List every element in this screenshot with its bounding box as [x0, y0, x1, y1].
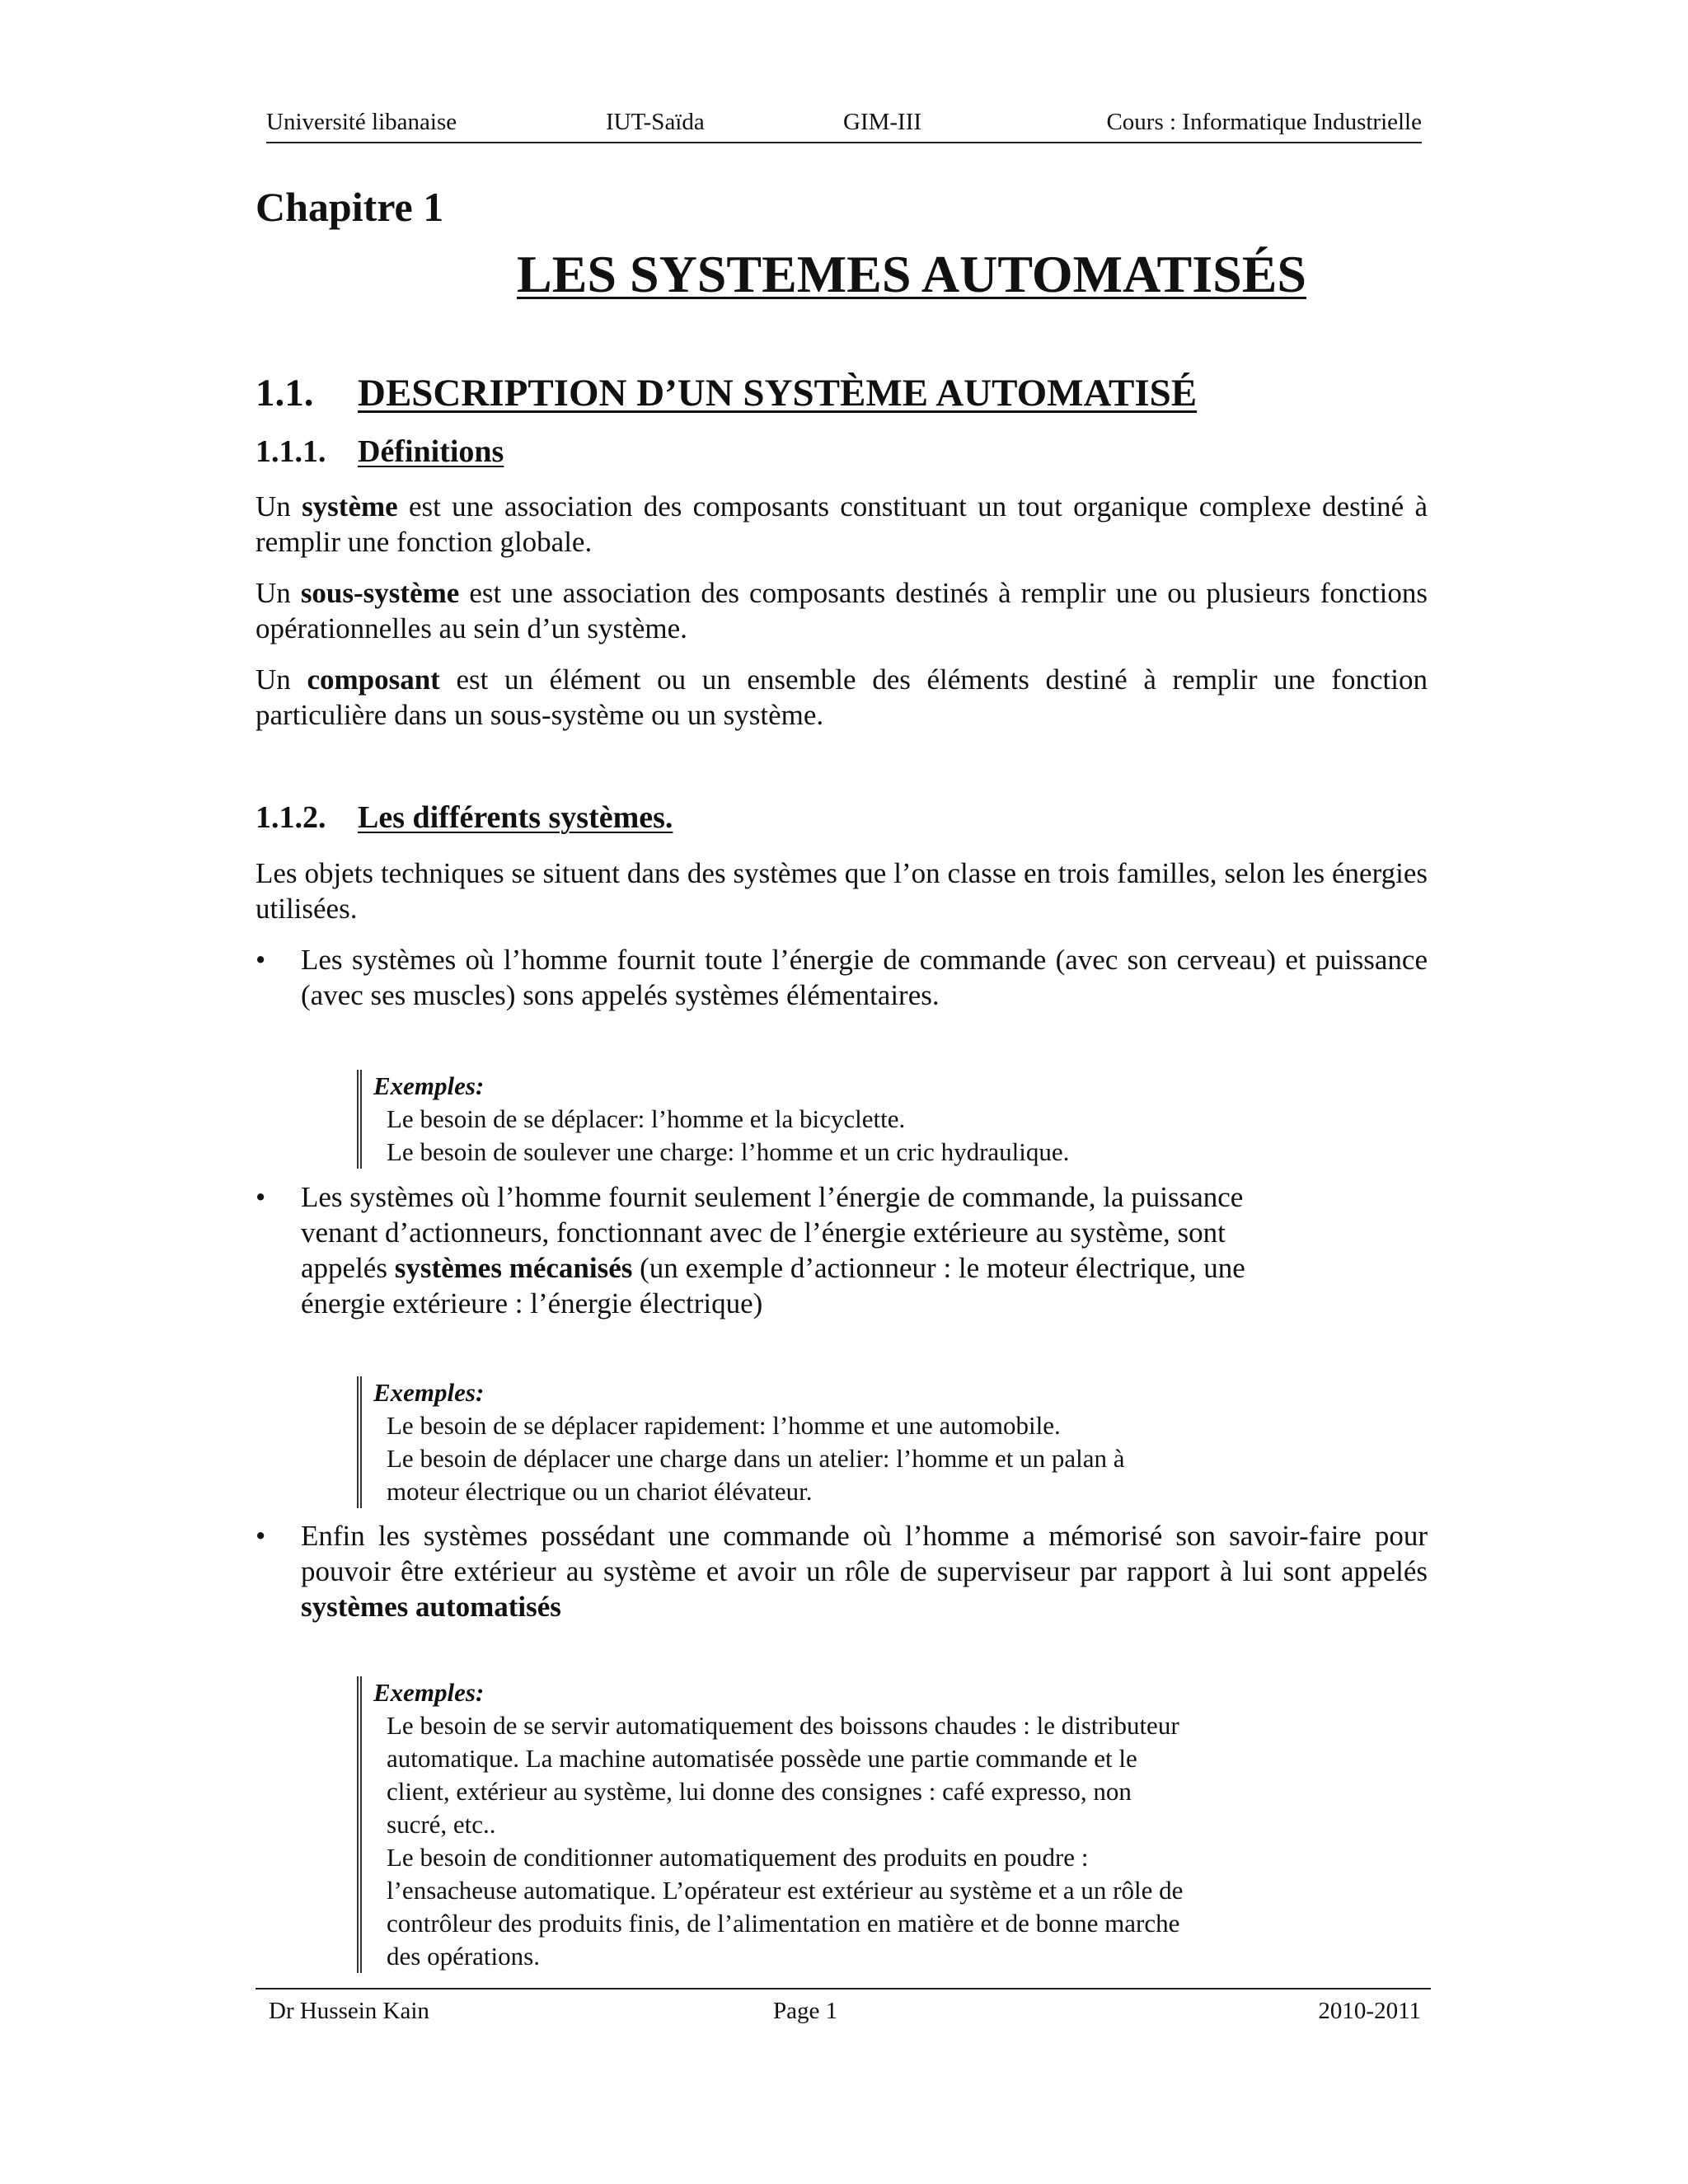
definition-text: Un — [256, 490, 302, 523]
footer-year: 2010-2011 — [1318, 1998, 1421, 2024]
definition-text: Un — [256, 663, 307, 696]
list-item-text-part: Les systèmes où l’homme fournit seulement l’énergie de commande, la puissance venant d’actionneurs, fonctionnant avec de l’énergie extérieure au système, sont appelés — [301, 1181, 1244, 1284]
example-box — [357, 1676, 1183, 1973]
chapter-label: Chapitre 1 — [256, 184, 444, 230]
list-item-text — [301, 942, 1428, 1013]
example-line: l’ensacheuse automatique. L’opérateur est extérieur au système et a un rôle de — [387, 1876, 1184, 1905]
example-box — [357, 1376, 1124, 1508]
definition-term: sous-système — [300, 577, 460, 609]
bullet-icon: • — [256, 1520, 266, 1552]
example-line: Le besoin de déplacer une charge dans un atelier: l’homme et un palan à — [387, 1444, 1125, 1473]
definition-paragraph — [256, 575, 1428, 646]
subsection-heading-1-1-1 — [256, 434, 504, 470]
subsection-heading-1-1-2 — [256, 799, 673, 836]
subsection-title: Les différents systèmes. — [358, 800, 673, 835]
list-item — [256, 1179, 1311, 1321]
header-program: GIM-III — [843, 109, 922, 135]
header-institute: IUT-Saïda — [606, 109, 705, 135]
list-item-text — [301, 1179, 1311, 1321]
list-item-bold: systèmes automatisés — [301, 1591, 561, 1623]
example-line: moteur électrique ou un chariot élévateur. — [387, 1477, 813, 1506]
example-box — [357, 1070, 1069, 1169]
example-title: Exemples: — [373, 1071, 485, 1100]
definition-paragraph — [256, 662, 1428, 733]
subsection-number: 1.1.2. — [256, 800, 326, 835]
definition-text: est une association des composants destinés à remplir une ou plusieurs fonctions opérationnelles au sein d’un système. — [256, 577, 1428, 644]
list-item — [256, 1518, 1428, 1624]
example-title: Exemples: — [373, 1678, 485, 1707]
section-number: 1.1. — [256, 372, 314, 415]
header-university: Université libanaise — [266, 109, 457, 135]
example-line: sucré, etc.. — [387, 1810, 496, 1839]
list-item-text-part: (un exemple d’actionneur : le moteur électrique, une énergie extérieure : l’énergie électrique) — [301, 1252, 1245, 1319]
subsection-title: Définitions — [358, 434, 504, 469]
page-footer — [256, 1988, 1431, 2031]
footer-page-number: Page 1 — [773, 1998, 838, 2024]
example-line: Le besoin de se déplacer: l’homme et la bicyclette. — [387, 1104, 906, 1133]
bullet-icon: • — [256, 944, 266, 976]
intro-paragraph: Les objets techniques se situent dans des systèmes que l’on classe en trois familles, selon les énergies utilisées. — [256, 857, 1428, 925]
page-title: LES SYSTEMES AUTOMATISÉS — [517, 245, 1306, 303]
list-item-text-part: Enfin les systèmes possédant une commande où l’homme a mémorisé son savoir-faire pour pouvoir être extérieur au système et avoir un rôle de superviseur par rapport à lui sont appelés — [301, 1520, 1428, 1587]
list-item-text-part: Les systèmes où l’homme fournit toute l’énergie de commande (avec son cerveau) et puissance (avec ses muscles) sons appelés systèmes élémentaires. — [301, 944, 1428, 1011]
page-header — [266, 105, 1422, 143]
definition-term: composant — [307, 663, 440, 696]
list-item — [256, 942, 1428, 1013]
list-item-bold: systèmes mécanisés — [394, 1252, 633, 1284]
example-line: contrôleur des produits finis, de l’alimentation en matière et de bonne marche — [387, 1909, 1180, 1938]
header-course: Cours : Informatique Industrielle — [1106, 109, 1422, 135]
example-line: des opérations. — [387, 1942, 540, 1971]
example-line: automatique. La machine automatisée possède une partie commande et le — [387, 1744, 1137, 1773]
footer-author: Dr Hussein Kain — [269, 1998, 429, 2024]
section-title: DESCRIPTION D’UN SYSTÈME AUTOMATISÉ — [358, 372, 1198, 415]
definition-text: Un — [256, 577, 301, 609]
definition-paragraph — [256, 489, 1428, 560]
list-item-text — [301, 1518, 1428, 1624]
subsection-number: 1.1.1. — [256, 434, 326, 469]
example-line: Le besoin de soulever une charge: l’homme et un cric hydraulique. — [387, 1137, 1070, 1166]
example-title: Exemples: — [373, 1378, 485, 1407]
definition-term: système — [302, 490, 398, 523]
bullet-icon: • — [256, 1181, 266, 1213]
section-heading-1-1 — [256, 371, 1197, 415]
example-line: Le besoin de se déplacer rapidement: l’homme et une automobile. — [387, 1411, 1061, 1440]
definition-text: est une association des composants constituant un tout organique complexe destiné à remplir une fonction globale. — [256, 490, 1428, 558]
definition-text: est un élément ou un ensemble des éléments destiné à remplir une fonction particulière dans un sous-système ou un système. — [256, 663, 1428, 731]
example-line: client, extérieur au système, lui donne des consignes : café expresso, non — [387, 1777, 1132, 1806]
example-line: Le besoin de se servir automatiquement des boissons chaudes : le distributeur — [387, 1711, 1179, 1740]
example-line: Le besoin de conditionner automatiquement des produits en poudre : — [387, 1843, 1089, 1872]
